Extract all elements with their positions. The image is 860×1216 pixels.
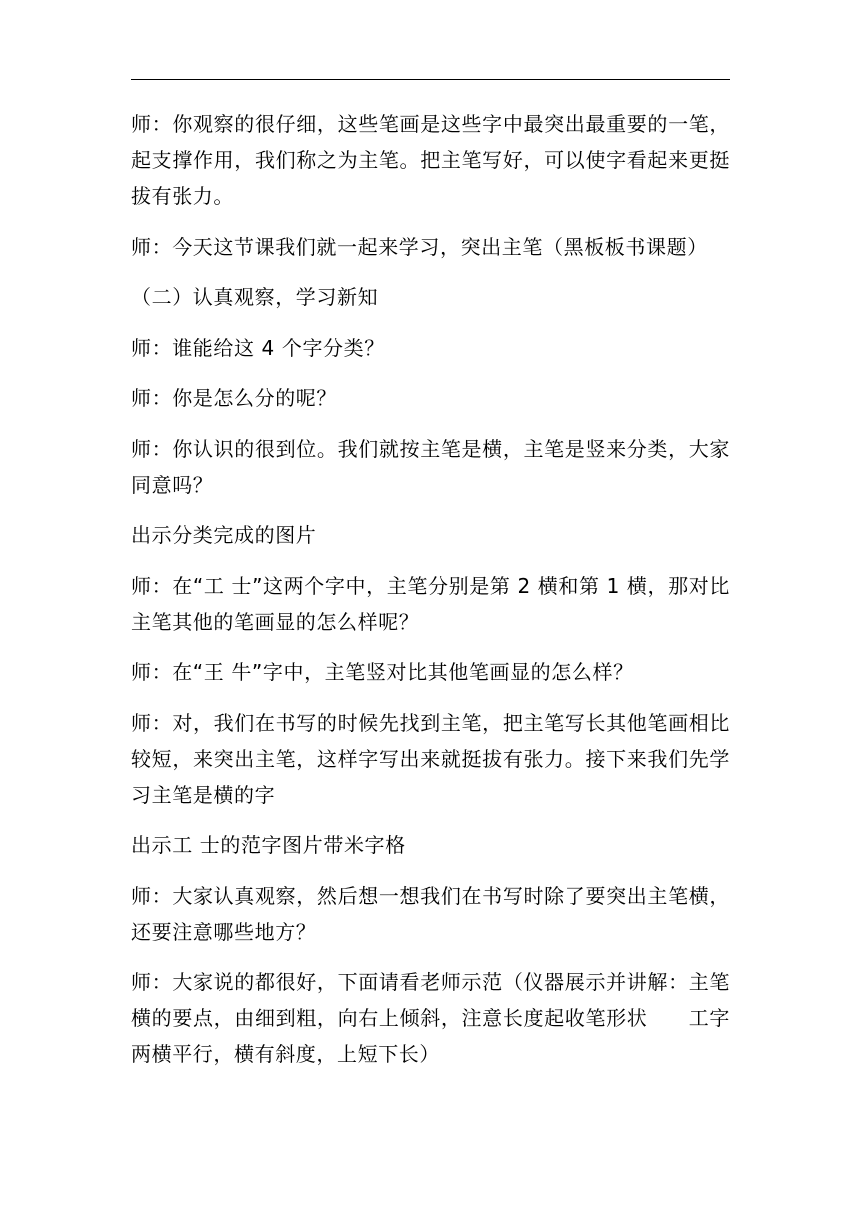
- header-rule: [131, 79, 730, 80]
- paragraph: 师：大家说的都很好，下面请看老师示范（仪器展示并讲解：主笔横的要点，由细到粗，向右上倾斜，注意长度起收笔形状 工字 两横平行，横有斜度，上短下长）: [131, 970, 751, 1066]
- paragraph: 师：大家认真观察，然后想一想我们在书写时除了要突出主笔横，还要注意哪些地方？: [131, 883, 730, 944]
- paragraph: 师：你认识的很到位。我们就按主笔是横，主笔是竖来分类，大家同意吗？: [131, 436, 730, 497]
- paragraph: 师：在“王 牛”字中，主笔竖对比其他笔画显的怎么样？: [131, 660, 634, 684]
- paragraph: 师：你是怎么分的呢？: [131, 386, 337, 410]
- section-heading: （二）认真观察，学习新知: [131, 285, 379, 309]
- paragraph: 出示工 士的范字图片带米字格: [131, 833, 406, 857]
- paragraph: 出示分类完成的图片: [131, 523, 317, 547]
- paragraph: 师：在“工 士”这两个字中，主笔分别是第 2 横和第 1 横，那对比主笔其他的笔画显的怎么样呢？: [131, 573, 730, 634]
- paragraph: 师：你观察的很仔细，这些笔画是这些字中最突出最重要的一笔，起支撑作用，我们称之为主笔。把主笔写好，可以使字看起来更挺拔有张力。: [131, 112, 730, 208]
- paragraph: 师：谁能给这 4 个字分类？: [131, 335, 385, 360]
- paragraph: 师：今天这节课我们就一起来学习，突出主笔（黑板板书课题）: [131, 234, 708, 259]
- document-body: [131, 106, 751, 1087]
- paragraph: 师：对，我们在书写的时候先找到主笔，把主笔写长其他笔画相比较短，来突出主笔，这样字写出来就挺拔有张力。接下来我们先学习主笔是横的字: [131, 710, 730, 807]
